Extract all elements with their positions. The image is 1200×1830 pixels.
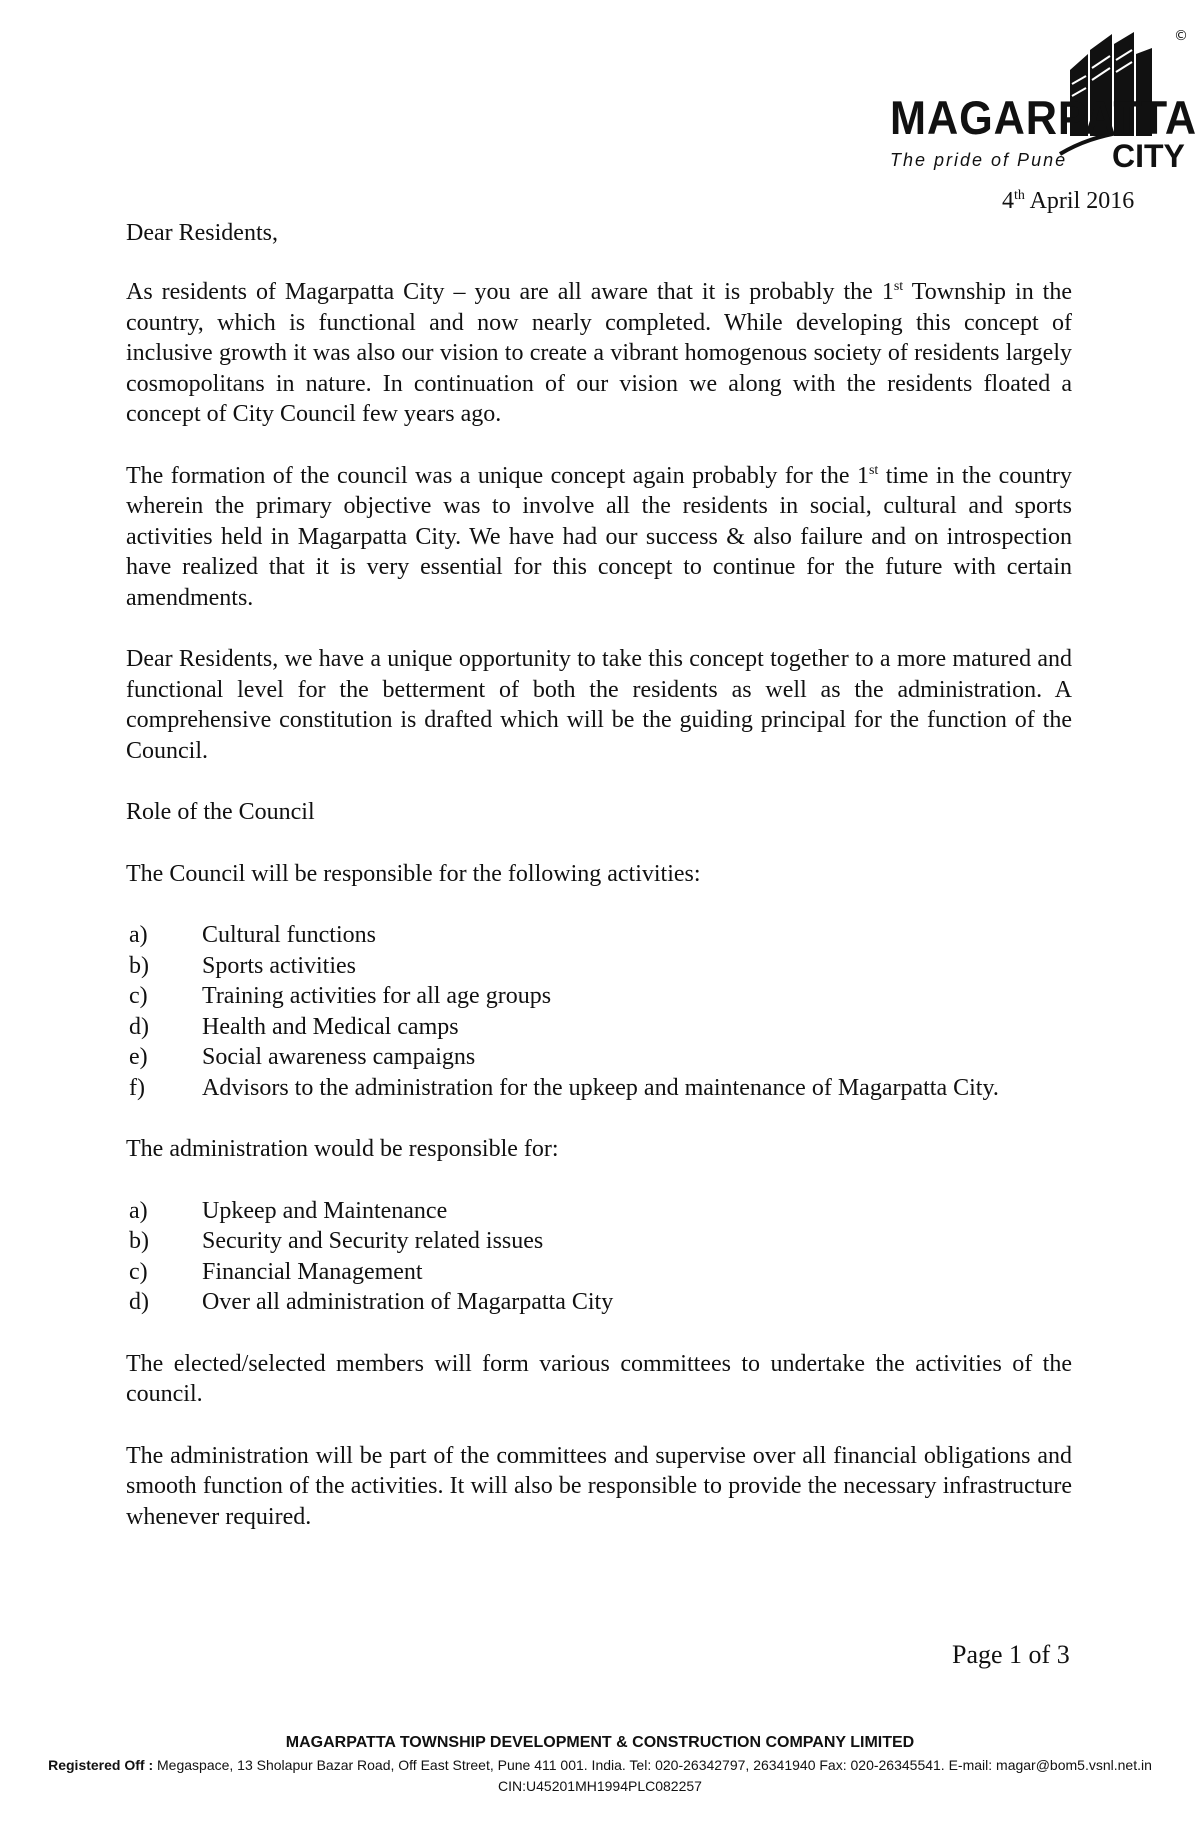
- list-item-text: Social awareness campaigns: [202, 1044, 476, 1070]
- date-month-year: April 2016: [1029, 188, 1135, 214]
- role-heading: Role of the Council: [126, 799, 315, 825]
- list-item-text: Sports activities: [202, 952, 356, 979]
- paragraph-5: The administration will be part of the committees and supervise over all financial obligations and smooth function of the activities. It will also be responsible to provide the necessary infrastructure whenever required.: [126, 1442, 1072, 1530]
- list-marker: c): [129, 983, 148, 1009]
- list-item: [126, 1257, 1072, 1288]
- logo-tagline: The pride of Pune: [890, 150, 1068, 170]
- list-item: [126, 951, 1072, 982]
- letter-date: [1002, 188, 1134, 215]
- footer-cin: CIN:U45201MH1994PLC082257: [498, 1778, 702, 1794]
- date-day: 4: [1002, 188, 1014, 214]
- copyright-mark: ©: [1174, 28, 1188, 44]
- list-item-text: Advisors to the administration for the upkeep and maintenance of Magarpatta City.: [202, 1074, 999, 1101]
- paragraph-4: The elected/selected members will form various committees to undertake the activities of the council.: [126, 1350, 1072, 1407]
- list-item-text: Security and Security related issues: [202, 1228, 544, 1254]
- logo-name: MAGARPATTA: [890, 91, 1198, 144]
- paragraph-3: Dear Residents, we have a unique opportunity to take this concept together to a more matured and functional level for the betterment of both the residents as well as the administration. A comprehensive constitution is drafted which will be the guiding principal for the function of the Council.: [126, 646, 1072, 764]
- list-item: [126, 1073, 1072, 1104]
- footer-address-text: Megaspace, 13 Sholapur Bazar Road, Off East Street, Pune 411 001. India. Tel: 020-26342797, 26341940 Fax: 020-26345541. E-mail: magar@bom5.vsnl.net.in: [153, 1757, 1152, 1773]
- list-item-text: Upkeep and Maintenance: [202, 1197, 448, 1224]
- list-marker: a): [129, 1197, 148, 1224]
- list-item: [126, 1287, 1072, 1318]
- list-marker: b): [129, 1228, 149, 1254]
- footer-company-name: MAGARPATTA TOWNSHIP DEVELOPMENT & CONSTRUCTION COMPANY LIMITED: [285, 1734, 915, 1751]
- paragraph-2-sup: st: [868, 462, 879, 478]
- paragraph-2-text-b: time in the country wherein the primary objective was to involve all the residents in social, cultural and sports activities held in Magarpatta City. We have had our success & also failure and on introspection have realized that it is very essential for this concept to continue for the future with certain amendments.: [126, 462, 1072, 611]
- list-item: [126, 1042, 1072, 1073]
- letter-body: [126, 277, 1072, 1563]
- list-marker: a): [129, 922, 148, 948]
- logo-city: CITY: [1112, 138, 1185, 174]
- council-activities-list: [126, 920, 1072, 1103]
- paragraph-1-text-a: As residents of Magarpatta City – you are all aware that it is probably the 1: [126, 279, 894, 305]
- list-item: [126, 981, 1072, 1012]
- list-marker: b): [129, 952, 149, 979]
- paragraph-1: [126, 277, 1072, 430]
- list-item: [126, 1226, 1072, 1257]
- list-item-text: Training activities for all age groups: [202, 983, 552, 1009]
- page-number: Page 1 of 3: [952, 1640, 1070, 1669]
- list-item: [126, 1196, 1072, 1227]
- list-item: [126, 920, 1072, 951]
- list-marker: e): [129, 1044, 148, 1070]
- list-item-text: Financial Management: [202, 1258, 423, 1285]
- footer-reg-label: Registered Off :: [48, 1757, 154, 1773]
- council-intro: The Council will be responsible for the following activities:: [126, 860, 701, 887]
- paragraph-1-text-b: Township in the country, which is functional and now nearly completed. While developing this concept of inclusive growth it was also our vision to create a vibrant homogenous society of residents largely cosmopolitans in nature. In continuation of our vision we along with the residents floated a concept of City Council few years ago.: [126, 279, 1072, 427]
- salutation: Dear Residents,: [126, 220, 278, 246]
- list-marker: d): [129, 1013, 149, 1040]
- paragraph-2: [126, 461, 1072, 614]
- company-logo: [890, 24, 1198, 174]
- list-item-text: Health and Medical camps: [202, 1013, 459, 1040]
- list-item: [126, 1012, 1072, 1043]
- paragraph-1-sup: st: [893, 279, 904, 294]
- list-marker: d): [129, 1289, 149, 1315]
- admin-responsibilities-list: [126, 1196, 1072, 1318]
- date-suffix: th: [1014, 188, 1025, 203]
- paragraph-2-text-a: The formation of the council was a unique concept again probably for the 1: [126, 462, 869, 489]
- admin-intro: The administration would be responsible for:: [126, 1136, 559, 1162]
- list-marker: c): [129, 1258, 148, 1285]
- footer-address: [0, 1757, 1200, 1773]
- list-item-text: Over all administration of Magarpatta City: [202, 1289, 614, 1315]
- list-marker: f): [129, 1074, 145, 1101]
- letterhead-footer: [0, 1734, 1200, 1794]
- list-item-text: Cultural functions: [202, 922, 376, 948]
